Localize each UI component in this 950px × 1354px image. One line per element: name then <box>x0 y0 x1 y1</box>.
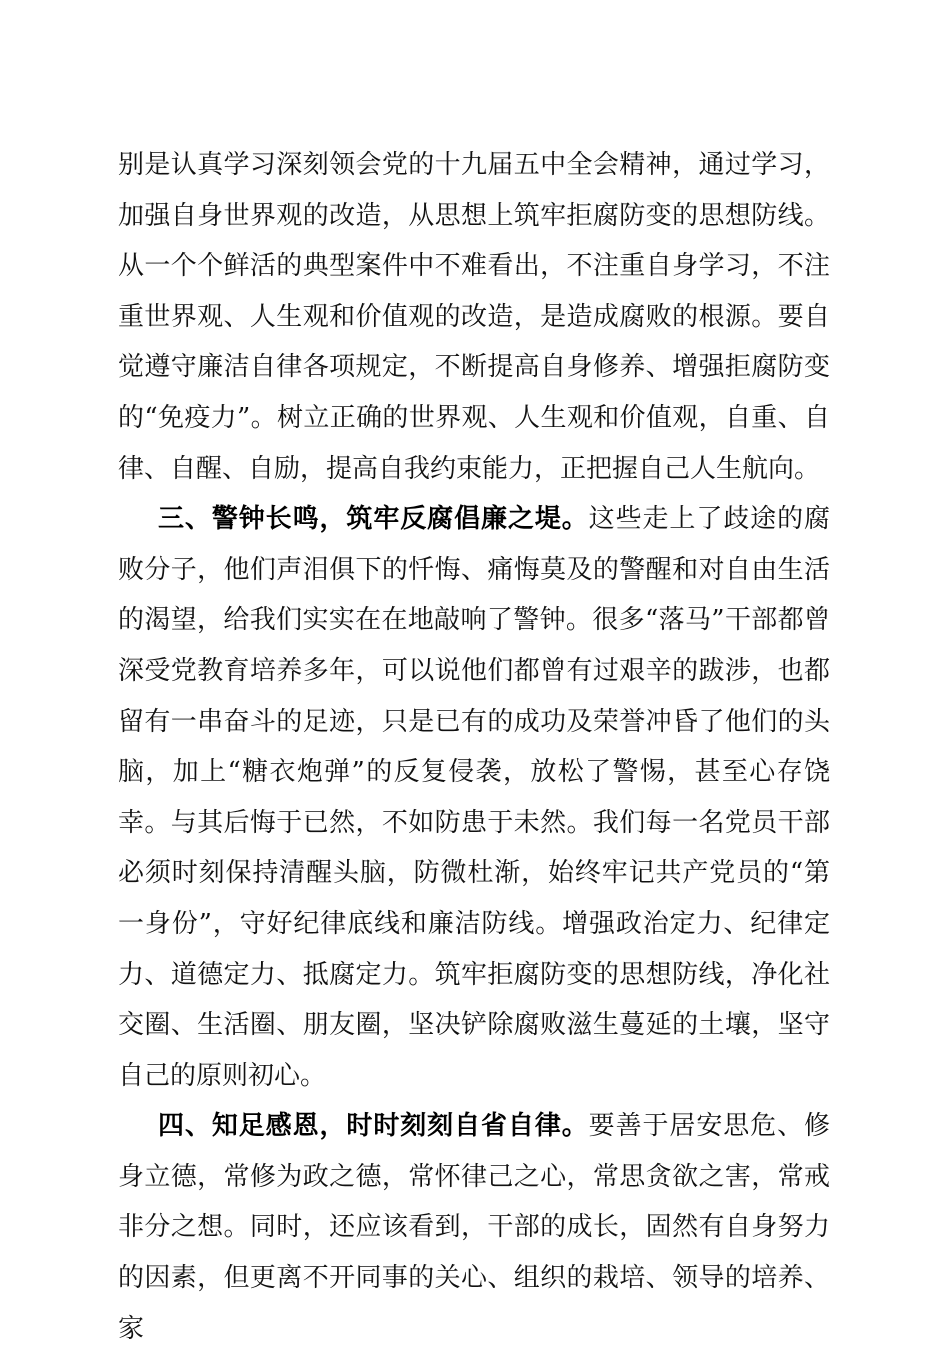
section-heading-four: 四、知足感恩，时时刻刻自省自律。 <box>158 1111 589 1142</box>
document-body <box>118 140 830 1354</box>
paragraph-section-three <box>118 494 830 1101</box>
section-heading-three: 三、警钟长鸣，筑牢反腐倡廉之堤。 <box>158 504 589 535</box>
paragraph-text: 这些走上了歧途的腐败分子，他们声泪俱下的忏悔、痛悔莫及的警醒和对自由生活的渴望，给我们实实在在地敲响了警钟。很多“落马”干部都曾深受党教育培养多年，可以说他们都曾有过艰辛的跋涉，也都留有一串奋斗的足迹，只是已有的成功及荣誉冲昏了他们的头脑，加上“糖衣炮弹”的反复侵袭，放松了警惕，甚至心存饶幸。与其后悔于已然，不如防患于未然。我们每一名党员干部必须时刻保持清醒头脑，防微杜渐，始终牢记共产党员的“第一身份”，守好纪律底线和廉洁防线。增强政治定力、纪律定力、道德定力、抵腐定力。筑牢拒腐防变的思想防线，净化社交圈、生活圈、朋友圈，坚决铲除腐败滋生蔓延的土壤，坚守自己的原则初心。 <box>118 504 830 1091</box>
paragraph-section-four <box>118 1101 830 1354</box>
paragraph-text: 要善于居安思危、修身立德，常修为政之德，常怀律己之心，常思贪欲之害，常戒非分之想。同时，还应该看到，干部的成长，固然有自身努力的因素，但更离不开同事的关心、组织的栽培、领导的培养、家 <box>118 1111 830 1344</box>
paragraph-continued <box>118 140 830 494</box>
paragraph-text: 别是认真学习深刻领会党的十九届五中全会精神，通过学习，加强自身世界观的改造，从思想上筑牢拒腐防变的思想防线。从一个个鲜活的典型案件中不难看出，不注重自身学习，不注重世界观、人生观和价值观的改造，是造成腐败的根源。要自觉遵守廉洁自律各项规定，不断提高自身修养、增强拒腐防变的“免疫力”。树立正确的世界观、人生观和价值观，自重、自律、自醒、自励，提高自我约束能力，正把握自己人生航向。 <box>118 150 830 484</box>
